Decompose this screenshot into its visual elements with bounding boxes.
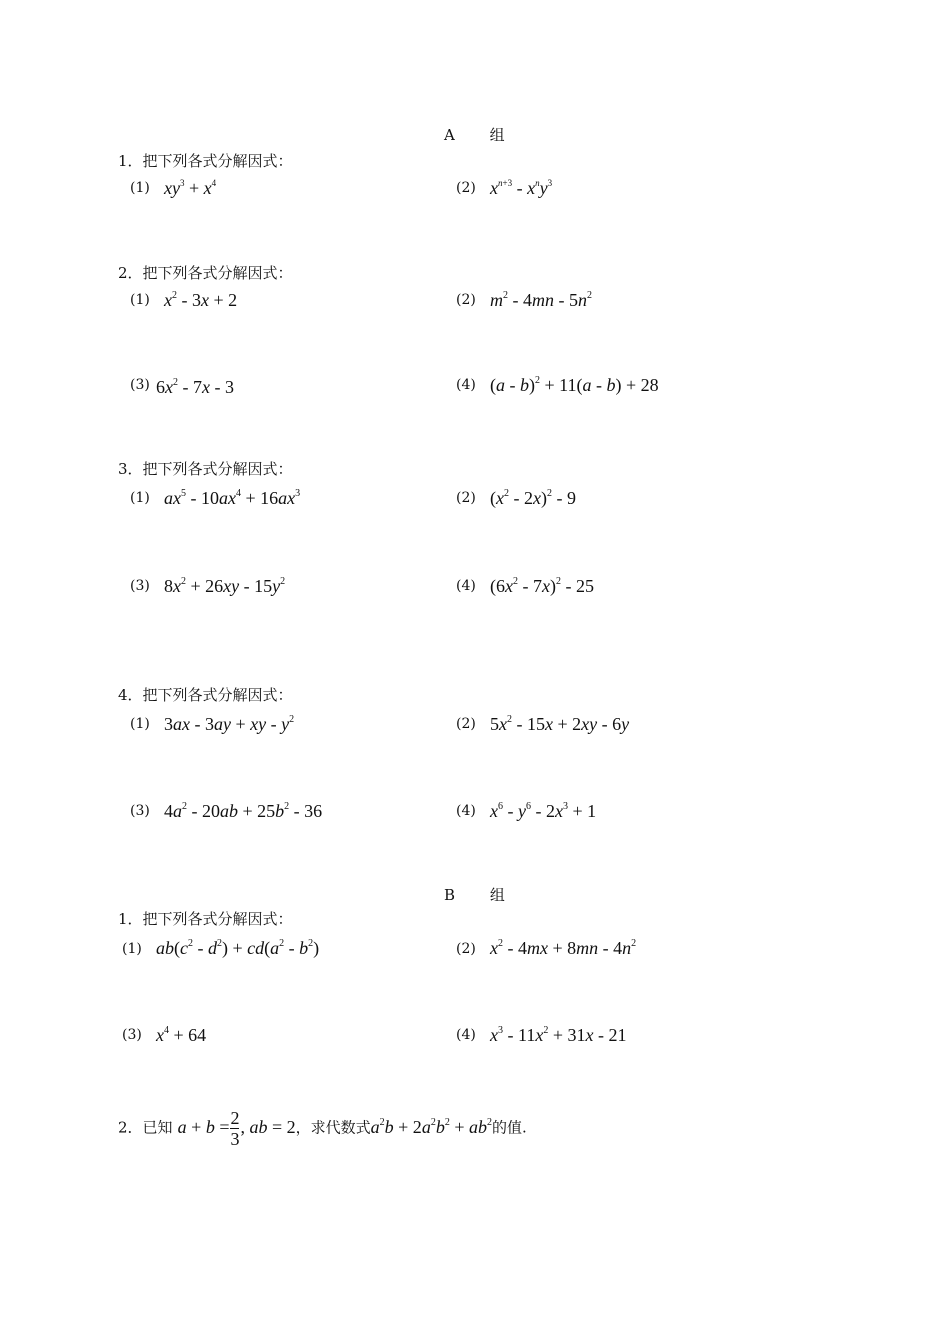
group-a-title <box>444 124 505 145</box>
b-q1-item3-expr: $x^4 + 64$ <box>156 1025 207 1045</box>
a-q2-item4-label: (4) <box>456 377 476 393</box>
b-q2-number: 2． <box>118 1118 143 1137</box>
b-q2-frac-den: 3 <box>230 1129 240 1149</box>
a-q4-item1-label: (1) <box>130 716 150 732</box>
group-a-letter: A <box>444 126 455 144</box>
b-q2 <box>118 1108 527 1149</box>
a-q2-item3-label: (3) <box>130 377 150 393</box>
a-q3-prompt: 3．把下列各式分解因式： <box>118 460 293 478</box>
a-q1-item2-expr: $x^{n+3} - x^ny^3$ <box>490 178 553 198</box>
b-q2-target: $a^2b + 2a^2b^2 + ab^2$ <box>370 1116 492 1137</box>
b-q1-prompt: 1．把下列各式分解因式： <box>118 910 293 928</box>
a-q2-item2-expr: $m^2 - 4mn - 5n^2$ <box>490 290 592 310</box>
b-q1-item2-label: (2) <box>456 941 476 957</box>
a-q2-item1-label: (1) <box>130 292 150 308</box>
a-q2-item2-label: (2) <box>456 292 476 308</box>
a-q1-item1-expr: $xy^3 + x^4$ <box>164 178 217 198</box>
b-q2-frac-num: 2 <box>230 1108 240 1128</box>
a-q1-item2-label: (2) <box>456 180 476 196</box>
b-q1-item1-expr: $ab(c^2 - d^2) + cd(a^2 - b^2)$ <box>156 938 320 958</box>
a-q4-item4-label: (4) <box>456 803 476 819</box>
b-q2-ask: 求代数式 <box>310 1118 371 1137</box>
group-b-word: 组 <box>489 886 505 904</box>
a-q3-item3-expr: $8x^2 + 26xy - 15y^2$ <box>164 576 286 596</box>
a-q4-item2-label: (2) <box>456 716 476 732</box>
group-b-letter: B <box>444 886 456 904</box>
a-q4-item3-label: (3) <box>130 803 150 819</box>
group-a-word: 组 <box>489 126 505 144</box>
a-q1-item1-label: (1) <box>130 180 150 196</box>
a-q3-item2-label: (2) <box>456 490 476 506</box>
a-q4-prompt: 4．把下列各式分解因式： <box>118 686 293 704</box>
b-q1-item4-label: (4) <box>456 1027 476 1043</box>
a-q4-item3-expr: $4a^2 - 20ab + 25b^2 - 36$ <box>164 801 323 821</box>
a-q3-item1-expr: $ax^5 - 10ax^4 + 16ax^3$ <box>164 488 301 508</box>
a-q4-item2-expr: $5x^2 - 15x + 2xy - 6y$ <box>490 714 630 734</box>
a-q2-item4-expr: (a - b)$^2$ + 11(a - b) + 28 <box>490 375 659 395</box>
a-q4-item4-expr: $x^6 - y^6 - 2x^3 + 1$ <box>490 801 597 821</box>
b-q2-comma: ， <box>295 1118 311 1137</box>
a-q3-item3-label: (3) <box>130 578 150 594</box>
a-q3-item2-expr: $(x^2 - 2x)^2 - 9$ <box>490 488 576 508</box>
b-q1-item3-label: (3) <box>122 1027 142 1043</box>
b-q1-item1-label: (1) <box>122 941 142 957</box>
b-q2-fraction <box>230 1108 239 1149</box>
b-q2-given: 已知 <box>142 1118 173 1137</box>
b-q1-item4-expr: $x^3 - 11x^2 + 31x - 21$ <box>490 1025 627 1045</box>
b-q2-tail: 的值. <box>491 1118 527 1137</box>
a-q3-item4-expr: $(6x^2 - 7x)^2 - 25$ <box>490 576 594 596</box>
b-q1-item2-expr: $x^2 - 4mx + 8mn - 4n^2$ <box>490 938 637 958</box>
a-q2-prompt: 2．把下列各式分解因式： <box>118 264 293 282</box>
a-q4-item1-expr: 3ax - 3ay + xy - $y^2$ <box>164 714 295 734</box>
a-q2-item1-expr: $x^2 - 3x + 2$ <box>164 290 238 310</box>
a-q2-item3-expr: $6x^2 - 7x - 3$ <box>156 377 234 397</box>
group-b-title <box>444 884 505 905</box>
a-q3-item4-label: (4) <box>456 578 476 594</box>
b-q2-condition: a + b = $\frac{2}{3}$ , ab = 2 <box>177 1108 296 1149</box>
a-q3-item1-label: (1) <box>130 490 150 506</box>
a-q1-prompt: 1．把下列各式分解因式： <box>118 152 293 170</box>
